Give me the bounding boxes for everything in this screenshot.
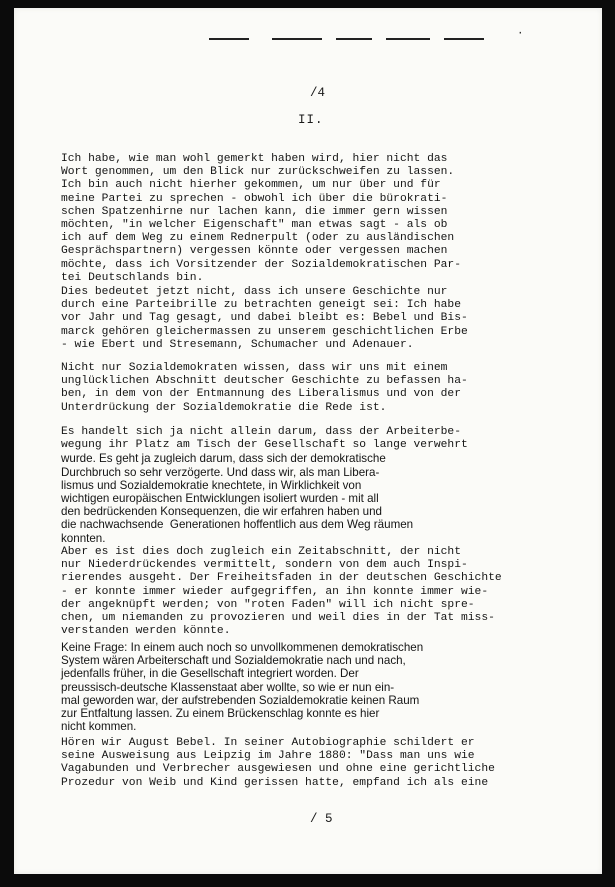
text-line: konnten. [61, 531, 106, 545]
paragraph-6 [61, 641, 591, 733]
text-line: ben, in dem von der Entmannung des Liberalismus und von der [61, 388, 461, 401]
text-line: Ich habe, wie man wohl gemerkt haben wird, hier nicht das [61, 153, 448, 165]
text-line: unglücklichen Abschnitt deutscher Geschichte zu befassen ha- [61, 375, 468, 388]
paragraph-2 [61, 286, 591, 352]
text-line: möchte, dass ich Vorsitzender der Sozialdemokratischen Par- [61, 258, 461, 271]
text-line: Vagabunden und Verbrecher ausgewiesen und ohne eine gerichtliche [61, 763, 495, 776]
text-line: Unterdrückung der Sozialdemokratie die Rede ist. [61, 401, 387, 414]
paragraph-7 [61, 737, 591, 790]
text-line: wichtigen europäischen Entwicklungen isoliert wurden - mit all [61, 492, 379, 506]
text-line: marck gehören gleichermassen zu unserem geschichtlichen Erbe [61, 325, 468, 338]
page-marker-bottom: / 5 [310, 812, 333, 826]
document-page [14, 8, 602, 874]
text-line: Nicht nur Sozialdemokraten wissen, dass wir uns mit einem [61, 362, 448, 374]
chapter-heading: II. [298, 113, 324, 127]
text-line: Hören wir August Bebel. In seiner Autobiographie schildert er [61, 737, 475, 749]
text-line: Wort genommen, um den Blick nur zurückschweifen zu lassen. [61, 166, 455, 179]
text-line: preussisch-deutsche Klassenstaat aber wollte, so wie er nun ein- [61, 680, 395, 694]
corner-mark: · [517, 28, 524, 40]
scan-mark [209, 38, 249, 40]
scan-border [605, 0, 615, 887]
page-marker-top: /4 [310, 86, 326, 100]
text-line: ich auf dem Weg zu einem Rednerpult (oder zu ausländischen [61, 232, 455, 245]
text-line: mal geworden war, der aufstrebenden Sozialdemokratie keinen Raum [61, 693, 420, 707]
scan-mark [272, 38, 322, 40]
text-line: die nachwachsende Generationen hoffentlich aus dem Weg räumen [61, 518, 414, 532]
text-line: den bedrückenden Konsequenzen, die wir erfahren haben und [61, 505, 383, 519]
text-line: nur Niederdrückendes vermittelt, sondern von dem auch Inspi- [61, 559, 468, 572]
text-line: Es handelt sich ja nicht allein darum, dass der Arbeiterbe- [61, 426, 461, 438]
text-line: Dies bedeutet jetzt nicht, dass ich unsere Geschichte nur [61, 286, 448, 298]
scan-mark [444, 38, 484, 40]
text-line: Durchbruch so sehr verzögerte. Und dass wir, als man Libera- [61, 465, 380, 479]
text-line: zur Entfaltung lassen. Zu einem Brückenschlag konnte es hier [61, 707, 380, 721]
text-line: rierendes ausgeht. Der Freiheitsfaden in der deutschen Geschichte [61, 572, 502, 585]
text-line: jedenfalls früher, in die Gesellschaft integriert worden. Der [61, 667, 359, 681]
text-line: nicht kommen. [61, 720, 137, 734]
paragraph-5 [61, 546, 591, 638]
text-line: vor Jahr und Tag gesagt, und dabei bleibt es: Bebel und Bis- [61, 312, 468, 325]
text-line: chen, um niemanden zu provozieren und weil dies in der Tat miss- [61, 612, 495, 625]
paragraph-3 [61, 362, 591, 415]
text-line: Ich bin auch nicht hierher gekommen, um nur über und für [61, 179, 441, 192]
text-line: Aber es ist dies doch zugleich ein Zeitabschnitt, der nicht [61, 546, 461, 558]
text-line: seine Ausweisung aus Leipzig im Jahre 1880: "Dass man uns wie [61, 750, 475, 763]
text-line: - er konnte immer wieder aufgegriffen, an ihn konnte immer wie- [61, 585, 489, 598]
text-line: wurde. Es geht ja zugleich darum, dass sich der demokratische [61, 452, 386, 466]
text-line: der angeknüpft werden; von "roten Faden" will ich nicht spre- [61, 598, 475, 611]
text-line: verstanden werden könnte. [61, 625, 231, 638]
text-line: lismus und Sozialdemokratie knechtete, in Wirklichkeit von [61, 478, 362, 492]
text-line: schen Spatzenhirne nur lachen kann, die immer gern wissen [61, 205, 448, 218]
text-line: Prozedur von Weib und Kind gerissen hatte, empfand ich als eine [61, 776, 489, 789]
text-line: möchten, "in welcher Eigenschaft" man etwas sagt - als ob [61, 219, 448, 232]
scan-mark [336, 38, 372, 40]
text-line: meine Partei zu sprechen - obwohl ich über die bürokrati- [61, 192, 448, 205]
text-line: Keine Frage: In einem auch noch so unvollkommenen demokratischen [61, 641, 424, 654]
text-line: tei Deutschlands bin. [61, 271, 204, 284]
text-line: durch eine Parteibrille zu betrachten geneigt sei: Ich habe [61, 299, 461, 312]
text-line: Gesprächspartnern) vergessen könnte oder vergessen machen [61, 245, 448, 258]
scan-mark [386, 38, 430, 40]
text-line: System wären Arbeiterschaft und Sozialdemokratie nach und nach, [61, 654, 406, 668]
text-line: wegung ihr Platz am Tisch der Gesellschaft so lange verwehrt [61, 439, 468, 452]
text-line: - wie Ebert und Stresemann, Schumacher und Adenauer. [61, 338, 414, 351]
paragraph-1 [61, 153, 591, 285]
paragraph-4 [61, 426, 591, 545]
